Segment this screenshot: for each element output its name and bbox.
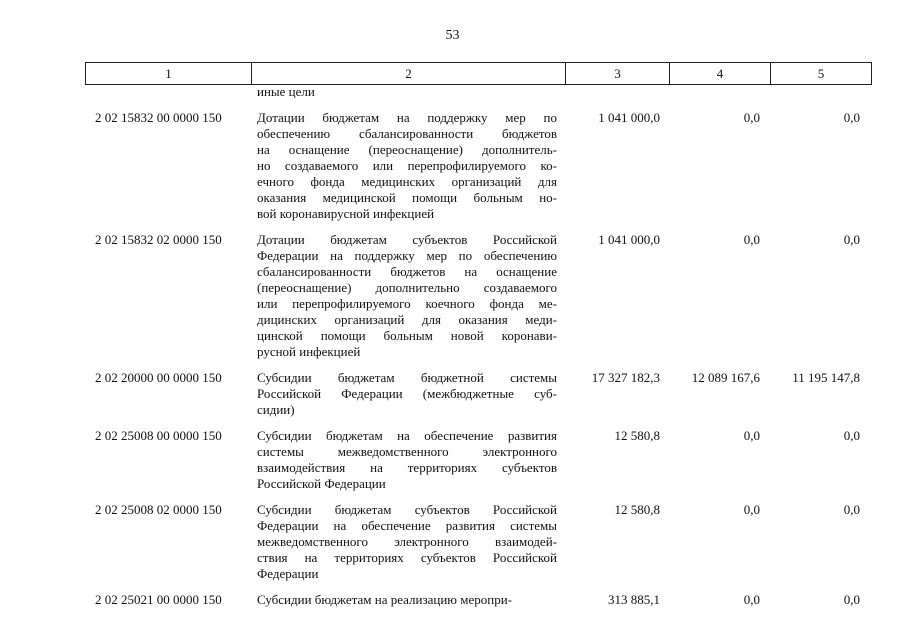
description-line: но создаваемого или перепрофилируемого ко- bbox=[257, 158, 557, 173]
amount-col-5: 11 195 147,8 bbox=[792, 370, 860, 385]
amount-col-5: 0,0 bbox=[843, 502, 860, 517]
column-header-table bbox=[85, 62, 872, 85]
amount-col-5: 0,0 bbox=[843, 110, 860, 125]
budget-code: 2 02 25008 02 0000 150 bbox=[95, 502, 222, 517]
description-line: (переоснащение) дополнительно создаваемого bbox=[257, 280, 557, 295]
amount-col-4: 0,0 bbox=[743, 428, 760, 443]
budget-description bbox=[250, 100, 563, 222]
column-header-2: 2 bbox=[252, 63, 566, 85]
description-line: сидии) bbox=[257, 402, 295, 417]
budget-table-body bbox=[85, 84, 866, 608]
amount-col-5: 0,0 bbox=[843, 232, 860, 247]
description-line: Субсидии бюджетам на обеспечение развития bbox=[257, 428, 557, 443]
description-line: взаимодействия на территориях субъектов bbox=[257, 460, 557, 475]
description-line: системы межведомственного электронного bbox=[257, 444, 557, 459]
description-line: межведомственного электронного взаимодей- bbox=[257, 534, 557, 549]
page-number: 53 bbox=[445, 28, 460, 43]
amount-col-5: 0,0 bbox=[843, 428, 860, 443]
description-line: ечного фонда медицинских организаций для bbox=[257, 174, 557, 189]
column-header-row bbox=[86, 63, 872, 85]
continuation-row bbox=[85, 84, 866, 100]
description-line: Российской Федерации bbox=[257, 476, 386, 491]
budget-description bbox=[250, 222, 563, 360]
table-row bbox=[85, 582, 866, 608]
amount-col-3: 313 885,1 bbox=[608, 592, 660, 607]
description-line: Субсидии бюджетам субъектов Российской bbox=[257, 502, 557, 517]
description-line: вой коронавирусной инфекцией bbox=[257, 206, 435, 221]
table-row bbox=[85, 418, 866, 492]
description-line: русной инфекцией bbox=[257, 344, 361, 359]
column-header-1: 1 bbox=[86, 63, 252, 85]
description-line: Субсидии бюджетам бюджетной системы bbox=[257, 370, 557, 385]
amount-col-3: 12 580,8 bbox=[614, 428, 660, 443]
continuation-text: иные цели bbox=[257, 84, 315, 99]
description-line: ствия на территориях субъектов Российской bbox=[257, 550, 557, 565]
continuation-code-cell bbox=[85, 84, 250, 100]
continuation-empty-3 bbox=[563, 84, 666, 100]
description-line: цинской помощи больным новой коронави- bbox=[257, 328, 557, 343]
amount-col-3: 1 041 000,0 bbox=[598, 110, 660, 125]
description-line: Субсидии бюджетам на реализацию меропри- bbox=[257, 592, 512, 607]
amount-col-4: 0,0 bbox=[743, 502, 760, 517]
column-header-3: 3 bbox=[566, 63, 670, 85]
continuation-empty-4 bbox=[666, 84, 766, 100]
budget-description bbox=[250, 360, 563, 418]
table-row bbox=[85, 100, 866, 222]
amount-col-3: 17 327 182,3 bbox=[591, 370, 660, 385]
description-line: Российской Федерации (межбюджетные суб- bbox=[257, 386, 557, 401]
budget-code: 2 02 25008 00 0000 150 bbox=[95, 428, 222, 443]
description-line: дицинских организаций для оказания меди- bbox=[257, 312, 557, 327]
column-header-4: 4 bbox=[670, 63, 771, 85]
table-row bbox=[85, 492, 866, 582]
description-line: или перепрофилируемого коечного фонда ме- bbox=[257, 296, 557, 311]
description-line: оказания медицинской помощи больным но- bbox=[257, 190, 557, 205]
table-row bbox=[85, 222, 866, 360]
budget-description bbox=[250, 418, 563, 492]
amount-col-5: 0,0 bbox=[843, 592, 860, 607]
budget-table bbox=[85, 84, 866, 608]
description-line: Дотации бюджетам на поддержку мер по bbox=[257, 110, 557, 125]
amount-col-4: 0,0 bbox=[743, 110, 760, 125]
amount-col-4: 0,0 bbox=[743, 232, 760, 247]
table-row bbox=[85, 360, 866, 418]
budget-code: 2 02 15832 02 0000 150 bbox=[95, 232, 222, 247]
description-line: Федерации на обеспечение развития системы bbox=[257, 518, 557, 533]
description-line: обеспечению сбалансированности бюджетов bbox=[257, 126, 557, 141]
column-header-5: 5 bbox=[771, 63, 872, 85]
amount-col-3: 1 041 000,0 bbox=[598, 232, 660, 247]
budget-description bbox=[250, 492, 563, 582]
description-line: сбалансированности бюджетов на оснащение bbox=[257, 264, 557, 279]
description-line: Федерации bbox=[257, 566, 319, 581]
budget-description bbox=[250, 582, 563, 608]
amount-col-4: 0,0 bbox=[743, 592, 760, 607]
budget-code: 2 02 15832 00 0000 150 bbox=[95, 110, 222, 125]
budget-code: 2 02 20000 00 0000 150 bbox=[95, 370, 222, 385]
amount-col-4: 12 089 167,6 bbox=[691, 370, 760, 385]
amount-col-3: 12 580,8 bbox=[614, 502, 660, 517]
budget-code: 2 02 25021 00 0000 150 bbox=[95, 592, 222, 607]
description-line: Федерации на поддержку мер по обеспечению bbox=[257, 248, 557, 263]
description-line: Дотации бюджетам субъектов Российской bbox=[257, 232, 557, 247]
description-line: на оснащение (переоснащение) дополнитель- bbox=[257, 142, 557, 157]
continuation-empty-5 bbox=[766, 84, 866, 100]
